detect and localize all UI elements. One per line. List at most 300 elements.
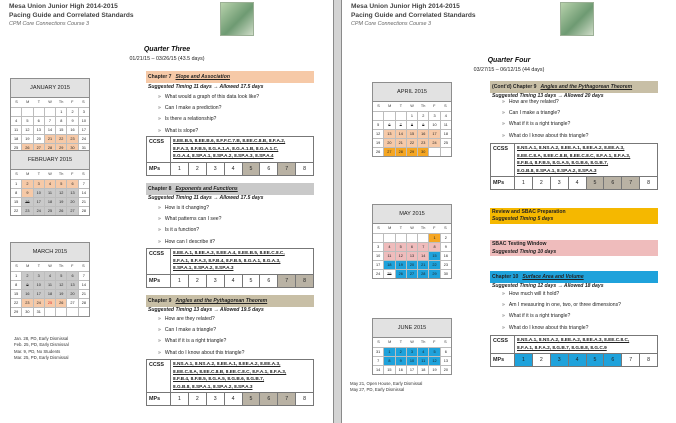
mp-cell: 8: [639, 177, 657, 189]
weekday-label: M: [26, 264, 30, 268]
mp-cell: 6: [259, 163, 277, 175]
calendar-week: [11, 206, 89, 215]
mp-cell: 2: [532, 177, 550, 189]
calendar-day: [406, 233, 417, 242]
ccss-label: CCSS: [491, 336, 515, 353]
calendar-day: 3: [33, 271, 44, 280]
question-item: » Can I make a triangle?: [502, 108, 672, 119]
mp-cell: 4: [224, 275, 242, 287]
chapter10-header: [490, 271, 658, 283]
calendar-week: [11, 289, 89, 298]
calendar-day: 5: [428, 347, 439, 356]
weekday-label: F: [433, 226, 436, 230]
calendar-day: 11: [44, 280, 55, 289]
weekday-header: [373, 102, 451, 111]
calendar-day: 3: [406, 347, 417, 356]
calendar-day: 4: [417, 347, 428, 356]
calendar-week: [11, 307, 89, 316]
calendar-day: 16: [395, 365, 406, 374]
chapter9-standards-table: [146, 359, 314, 406]
calendar-day: 10: [78, 116, 89, 125]
chapter-number: (Cont’d) Chapter 9: [492, 84, 537, 90]
calendar-day: 9: [417, 120, 428, 129]
calendar-title: MAY 2015: [373, 205, 451, 224]
note-line: Jan. 28, PD, Early Dismissal: [14, 336, 69, 341]
chapter-name: Slope and Association: [175, 74, 230, 80]
calendar-day: 28: [44, 143, 55, 152]
standards-list: [171, 249, 313, 274]
weekday-label: T: [399, 226, 403, 230]
standards-line: 8.NS.A.1, 8.NS.A.2, 8.EE.A.2, 8.EE.A.3, 8.EE.C.8.C,: [517, 338, 630, 343]
calendar-week: [373, 138, 451, 147]
mp-cell: 2: [188, 275, 206, 287]
calendar-day: 13: [440, 356, 451, 365]
weekday-label: Th: [58, 172, 64, 176]
calendar-day: 15: [428, 251, 439, 260]
question-item: » What do I know about this triangle?: [502, 323, 672, 334]
chapter9-cont-questions: [502, 97, 672, 142]
mp-cell: 4: [224, 163, 242, 175]
calendar-day: 15: [55, 125, 66, 134]
calendar-week: [373, 129, 451, 138]
calendar-day: 25: [44, 206, 55, 215]
mp-cell: 7: [277, 275, 295, 287]
calendar-day: 16: [417, 129, 428, 138]
calendar-day: 3: [373, 242, 383, 251]
chapter-number: Chapter 9: [148, 298, 172, 304]
standards-list: [515, 336, 657, 353]
chapter7-questions: [158, 92, 328, 137]
standards-row: [147, 137, 313, 163]
calendar-day: 6: [406, 242, 417, 251]
ccss-label: CCSS: [147, 360, 171, 392]
calendar-day: 13: [66, 188, 77, 197]
calendar-day: 21: [78, 289, 89, 298]
mp-cell: 5: [586, 354, 604, 366]
calendar-day: [33, 107, 44, 116]
note-line: Mar. 9, PD, No Students: [14, 348, 61, 354]
chapter10-timing: Suggested Timing 12 days → Allowed 18 days: [492, 283, 604, 289]
chapter10-questions: [502, 289, 672, 334]
mp-cell: 3: [206, 275, 224, 287]
calendar-day: 23: [66, 134, 77, 143]
quarter-title: Quarter Three: [143, 46, 191, 53]
mp-cell: 3: [206, 163, 224, 175]
calendar-day: [428, 147, 439, 156]
calendar-day: 11: [383, 251, 394, 260]
calendar-week: [373, 120, 451, 129]
standards-line: 8.EE.B.5, 8.EE.B.6, 8.F.F.C.7.B, 8.EE.C.8.B, 8.F.A.2,: [173, 139, 286, 144]
chapter9-cont-header: [490, 81, 658, 93]
standards-line: 8.F.A.1, 8.F.A.2, 8.G.B.7, 8.G.B.8, 8.G.C.9: [517, 345, 607, 351]
weekday-label: Th: [58, 264, 64, 268]
calendar-february: [10, 150, 90, 216]
calendar-day: 25: [11, 143, 21, 152]
calendar-day: 4: [44, 179, 55, 188]
calendar-day: 12: [55, 188, 66, 197]
mp-cell: 6: [259, 393, 277, 405]
calendar-day: 24: [373, 269, 383, 278]
mp-cell: 6: [603, 177, 621, 189]
mp-row: [491, 354, 657, 366]
calendar-day: 20: [440, 365, 451, 374]
calendar-day: 9: [440, 242, 451, 251]
mp-cell: 7: [277, 163, 295, 175]
calendar-day: 17: [406, 365, 417, 374]
calendar-april: [372, 82, 452, 157]
calendar-day: 23: [21, 206, 32, 215]
calendar-day: 18: [11, 134, 21, 143]
calendar-day: 8: [406, 120, 417, 129]
calendar-day: 4: [440, 111, 451, 120]
mp-label: MPs: [147, 163, 171, 175]
calendar-day: 24: [33, 298, 44, 307]
question-item: » Am I measuring in one, two, or three dimensions?: [502, 300, 672, 311]
calendar-day: 26: [373, 147, 383, 156]
weekday-label: S: [444, 104, 447, 108]
calendar-day: [21, 107, 32, 116]
question-item: » Is it a function?: [158, 225, 328, 236]
weekday-label: S: [15, 100, 18, 104]
mp-row: [491, 177, 657, 189]
weekday-label: T: [37, 172, 41, 176]
testing-title: SBAC Testing Window: [492, 241, 547, 247]
calendar-day: 28: [417, 269, 428, 278]
calendar-day: 21: [44, 134, 55, 143]
testing-timing: Suggested Timing 10 days: [492, 249, 557, 255]
calendar-day: 28: [395, 147, 406, 156]
calendar-january: [10, 78, 90, 153]
weekday-label: S: [82, 100, 85, 104]
calendar-day: 10: [33, 280, 44, 289]
course-subtitle: CPM Core Connections Course 3: [9, 21, 89, 27]
calendar-day: 3: [428, 111, 439, 120]
calendar-day: 6: [383, 120, 394, 129]
calendar-day: 3: [33, 179, 44, 188]
standards-line: 8.F.A.3, 8.F.B.5, 8.G.A.1.A, 8.G.A.1.B, 8.G.A.1.C,: [173, 146, 279, 152]
calendar-week: [11, 271, 89, 280]
weekday-label: Th: [420, 104, 426, 108]
quarter-four-page: [342, 0, 676, 423]
mp-cell: 6: [259, 275, 277, 287]
chapter-name: Angles and the Pythagorean Theorem: [540, 84, 633, 90]
title-line: Mesa Union Junior High 2014-2015: [9, 3, 118, 10]
calendar-day: 18: [44, 289, 55, 298]
calendar-day: 6: [66, 271, 77, 280]
question-item: » Can I make a triangle?: [158, 325, 328, 336]
calendar-day: 4: [44, 271, 55, 280]
mp-cell: 3: [550, 177, 568, 189]
mp-cell: 1: [515, 354, 532, 366]
question-item: » How much will it hold?: [502, 289, 672, 300]
standards-row: [147, 360, 313, 393]
question-item: » How are they related?: [502, 97, 672, 108]
calendar-week: [373, 365, 451, 374]
chapter-name: Angles and the Pythagorean Theorem: [175, 298, 268, 304]
calendar-day: 31: [78, 143, 89, 152]
calendar-day: 26: [395, 269, 406, 278]
calendar-day: 30: [417, 147, 428, 156]
mp-row: [147, 275, 313, 287]
calendar-day: 26: [21, 143, 32, 152]
calendar-day: 17: [373, 260, 383, 269]
calendar-day: 17: [33, 289, 44, 298]
note-line: Feb. 25, PD, Early Dismissal: [14, 342, 69, 348]
title-line: Mesa Union Junior High 2014-2015: [351, 3, 460, 10]
calendar-day: 1: [11, 179, 21, 188]
calendar-day: 1: [383, 347, 394, 356]
calendar-week: [11, 116, 89, 125]
calendar-week: [373, 111, 451, 120]
calendar-day: 16: [21, 289, 32, 298]
calendar-week: [373, 233, 451, 242]
weekday-label: T: [399, 104, 403, 108]
chapter7-standards-table: [146, 136, 314, 176]
calendar-day: 11: [440, 120, 451, 129]
calendar-day: [373, 111, 383, 120]
calendar-title: FEBRUARY 2015: [11, 151, 89, 170]
question-item: » How are they related?: [158, 314, 328, 325]
calendar-week: [373, 147, 451, 156]
standards-list: [171, 360, 313, 392]
calendar-march: [10, 242, 90, 317]
calendar-day: 6: [66, 179, 77, 188]
calendar-day: 22: [11, 206, 21, 215]
calendar-day: 21: [78, 197, 89, 206]
calendar-day: 1: [55, 107, 66, 116]
calendar-day: [373, 233, 383, 242]
calendar-day: 17: [78, 125, 89, 134]
question-item: » What is slope?: [158, 126, 328, 137]
calendar-day: 5: [55, 271, 66, 280]
note-line: May 27, PD, Early Dismissal: [350, 387, 405, 393]
note-line: Mar. 25, PD, Early Dismissal: [14, 354, 69, 360]
calendar-day: 9: [66, 116, 77, 125]
weekday-label: W: [410, 226, 414, 230]
calendar-day: 2: [21, 179, 32, 188]
calendar-day: 19: [373, 138, 383, 147]
chapter9-cont-standards-table: [490, 143, 658, 190]
calendar-day: 10: [33, 188, 44, 197]
calendar-day: 19: [395, 260, 406, 269]
chapter-number: Chapter 7: [148, 74, 172, 80]
standards-line: 8.F.B.4, 8.F.B.5, 8.G.A.5, 8.G.B.6, 8.G.B.7,: [517, 161, 609, 166]
chapter-number: Chapter 10: [492, 274, 519, 280]
calendar-day: 14: [78, 188, 89, 197]
calendar-day: 20: [66, 197, 77, 206]
mp-cell: 6: [603, 354, 621, 366]
chapter9-timing: Suggested Timing 13 days → Allowed 19.5 days: [148, 307, 264, 313]
chapter8-questions: [158, 203, 328, 248]
calendar-day: 12: [21, 125, 32, 134]
mp-label: MPs: [147, 275, 171, 287]
calendar-day: 20: [33, 134, 44, 143]
calendar-day: 12: [55, 280, 66, 289]
weekday-label: S: [377, 104, 380, 108]
school-title: [9, 3, 134, 20]
weekday-label: M: [388, 104, 392, 108]
calendar-day: 5: [55, 179, 66, 188]
weekday-label: S: [82, 172, 85, 176]
calendar-day: 3: [78, 107, 89, 116]
question-item: » What do I know about this triangle?: [502, 131, 672, 142]
mp-cell: 2: [188, 393, 206, 405]
weekday-label: F: [71, 264, 74, 268]
weekday-label: S: [444, 340, 447, 344]
calendar-week: [11, 179, 89, 188]
calendar-may: [372, 204, 452, 279]
calendar-day: 28: [78, 206, 89, 215]
calendar-week: [373, 347, 451, 356]
calendar-day: 25: [383, 269, 394, 278]
mp-cell: 8: [295, 163, 313, 175]
calendar-day: 24: [78, 134, 89, 143]
ccss-label: CCSS: [147, 249, 171, 274]
note-line: May 21, Open House, Early Dismissal: [350, 381, 423, 386]
title-line: Pacing Guide and Correlated Standards: [9, 11, 134, 19]
mp-cell: 7: [621, 177, 639, 189]
calendar-day: 18: [383, 260, 394, 269]
calendar-week: [11, 125, 89, 134]
calendar-day: 6: [440, 347, 451, 356]
calendar-day: 5: [373, 120, 383, 129]
mp-cell: 5: [586, 177, 604, 189]
weekday-label: T: [399, 340, 403, 344]
title-line: Pacing Guide and Correlated Standards: [351, 11, 476, 19]
calendar-day: 18: [44, 197, 55, 206]
weekday-label: S: [444, 226, 447, 230]
mp-cell: 8: [295, 275, 313, 287]
calendar-day: 10: [428, 120, 439, 129]
mp-row: [147, 163, 313, 175]
calendar-notes: [14, 336, 69, 361]
book-cover-image: [220, 2, 254, 36]
mp-cell: 1: [171, 163, 188, 175]
calendar-day: 14: [373, 365, 383, 374]
calendar-day: 11: [11, 125, 21, 134]
calendar-june: [372, 318, 452, 375]
chapter7-header: [146, 71, 314, 83]
calendar-week: [11, 107, 89, 116]
standards-line: 8.F.B.4, 8.F.B.5, 8.G.A.5, 8.G.B.6, 8.G.B.7,: [173, 377, 265, 382]
calendar-day: 2: [66, 107, 77, 116]
school-title: [351, 3, 476, 20]
calendar-day: 17: [428, 129, 439, 138]
calendar-week: [373, 242, 451, 251]
mp-label: MPs: [491, 177, 515, 189]
calendar-day: 28: [78, 298, 89, 307]
calendar-day: 15: [406, 129, 417, 138]
weekday-header: [373, 224, 451, 233]
calendar-day: [11, 107, 21, 116]
review-timing: Suggested Timing 5 days: [492, 216, 554, 222]
calendar-notes: [350, 381, 422, 394]
calendar-day: 20: [66, 289, 77, 298]
calendar-day: 19: [55, 197, 66, 206]
mp-cell: 2: [532, 354, 550, 366]
calendar-day: 14: [395, 129, 406, 138]
calendar-day: 30: [21, 307, 32, 316]
calendar-day: 1: [428, 233, 439, 242]
calendar-day: 7: [395, 120, 406, 129]
ccss-label: CCSS: [147, 137, 171, 162]
question-item: » Can I make a prediction?: [158, 103, 328, 114]
calendar-day: 18: [417, 365, 428, 374]
calendar-day: 9: [395, 356, 406, 365]
calendar-day: 7: [417, 242, 428, 251]
chapter9-questions: [158, 314, 328, 359]
weekday-label: S: [15, 264, 18, 268]
calendar-day: 1: [11, 271, 21, 280]
weekday-label: Th: [420, 340, 426, 344]
mp-cell: 8: [295, 393, 313, 405]
weekday-label: W: [410, 340, 414, 344]
calendar-day: [78, 307, 89, 316]
calendar-week: [11, 298, 89, 307]
chapter-name: Surface Area and Volume: [522, 274, 584, 280]
calendar-day: 14: [78, 280, 89, 289]
standards-row: [147, 249, 313, 275]
standards-list: [515, 144, 657, 176]
calendar-day: 29: [428, 269, 439, 278]
calendar-day: 7: [78, 179, 89, 188]
weekday-label: Th: [58, 100, 64, 104]
weekday-label: F: [433, 104, 436, 108]
standards-line: 8.EE.C.8.A, 8.EE.C.8.B, 8.EE.C.8.C, 8.F.A.1, 8.F.A.3,: [173, 369, 287, 375]
calendar-day: 15: [11, 289, 21, 298]
mp-cell: 7: [277, 393, 295, 405]
calendar-day: 22: [428, 260, 439, 269]
weekday-label: W: [48, 172, 52, 176]
calendar-day: 23: [440, 260, 451, 269]
calendar-week: [11, 188, 89, 197]
weekday-label: S: [377, 226, 380, 230]
chapter8-standards-table: [146, 248, 314, 288]
calendar-day: 13: [406, 251, 417, 260]
calendar-day: 22: [11, 298, 21, 307]
weekday-label: F: [71, 100, 74, 104]
calendar-day: 4: [383, 242, 394, 251]
question-item: » What do I know about this triangle?: [158, 348, 328, 359]
question-item: » How can I describe it?: [158, 237, 328, 248]
standards-line: 8.F.A.1, 8.F.A.3, 8.F.B.4, 8.F.B.5, 8.G.A.1, 8.G.A.3,: [173, 258, 281, 264]
calendar-day: [395, 111, 406, 120]
mp-row: [147, 393, 313, 405]
mp-cell: 2: [188, 163, 206, 175]
chapter9-cont-timing: Suggested Timing 13 days → Allowed 20 days: [492, 93, 604, 99]
weekday-label: M: [26, 100, 30, 104]
calendar-day: 27: [33, 143, 44, 152]
calendar-day: 11: [44, 188, 55, 197]
calendar-day: 19: [55, 289, 66, 298]
quarter-dates: 03/27/15 – 06/12/15 (44 days): [473, 67, 545, 73]
calendar-day: 15: [383, 365, 394, 374]
calendar-day: 30: [440, 269, 451, 278]
calendar-day: 21: [417, 260, 428, 269]
standards-list: [171, 137, 313, 162]
mp-cell: 5: [242, 393, 260, 405]
standards-row: [491, 144, 657, 177]
calendar-day: [440, 147, 451, 156]
calendar-day: 2: [395, 347, 406, 356]
chapter7-timing: Suggested Timing 11 days → Allowed 17.5 days: [148, 84, 264, 90]
calendar-day: 31: [33, 307, 44, 316]
calendar-day: 5: [21, 116, 32, 125]
calendar-day: 31: [373, 347, 383, 356]
calendar-day: 22: [55, 134, 66, 143]
calendar-week: [373, 251, 451, 260]
mp-cell: 4: [568, 177, 586, 189]
